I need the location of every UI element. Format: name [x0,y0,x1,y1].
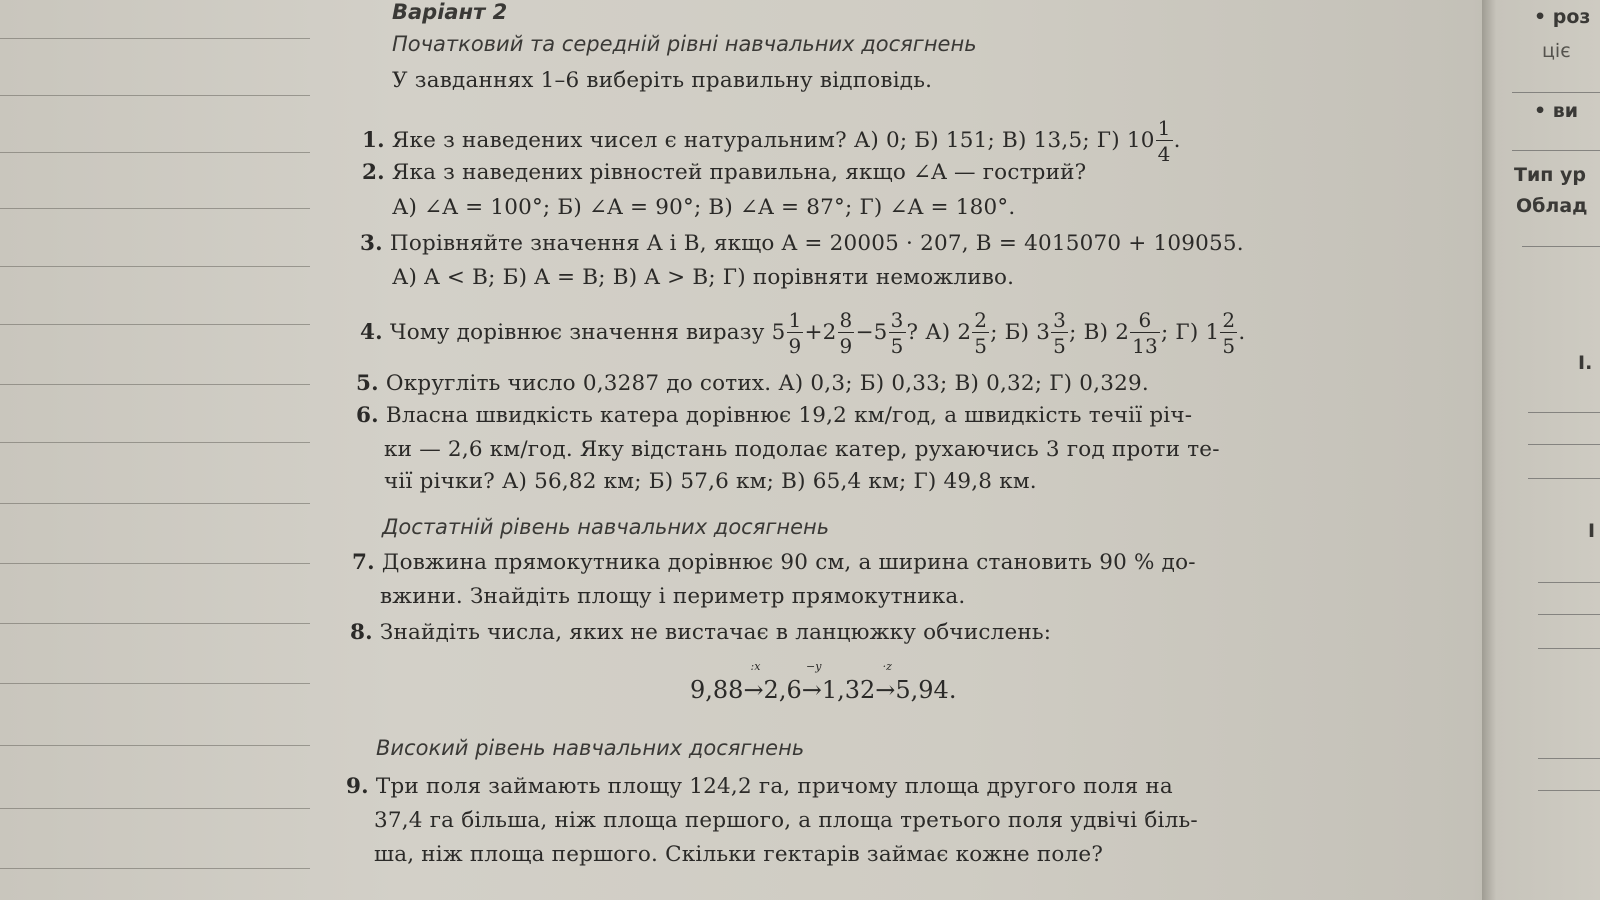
question-9-line2: 37,4 га більша, ніж площа першого, а площа третього поля удвічі біль- [374,808,1198,833]
adjacent-page-text: І [1588,520,1596,542]
question-text: Власна швидкість катера дорівнює 19,2 км/год, а швидкість течії річ- [385,403,1193,428]
question-9-line3: ша, ніж площа першого. Скільки гектарів займає кожне поле? [374,842,1104,867]
fraction: $\frac{3}{5}$ [1053,308,1067,358]
question-number: 4. [360,320,383,345]
question-7 [352,550,1196,576]
instructions: У завданнях 1–6 виберіть правильну відповідь. [392,68,933,93]
margin-rule [0,95,310,96]
adjacent-page-text: Тип ур [1514,164,1587,186]
adjacent-page-rule [1512,92,1600,93]
adjacent-page-rule [1538,582,1600,583]
adjacent-page-rule [1512,150,1600,151]
level-heading-sufficient: Достатній рівень навчальних досягнень [382,515,830,539]
question-number: 5. [356,371,379,396]
adjacent-page-text: • ви [1534,100,1579,122]
question-9 [346,774,1173,800]
question-text: Округліть число 0,3287 до сотих. А) 0,3; Б) 0,33; В) 0,32; Г) 0,329. [385,371,1149,396]
question-4: 4. Чому дорівнює значення виразу 5 $\frac{1}{9}$ +2 $\frac{8}{9}$ −5 $\frac{3}{5}$ ? А) 2 $\frac{2}{5}$ ; Б) 3 $\frac{3}{5}$ ; В) 2 $\frac{6}{13}$ ; Г) 1 $\frac{2}{5}$ . [360,308,1246,358]
fraction: $\frac{3}{5}$ [890,308,904,358]
margin-rule [0,38,310,39]
level-heading-high: Високий рівень навчальних досягнень [376,736,805,760]
question-6-line3: чії річки? А) 56,82 км; Б) 57,6 км; В) 65,4 км; Г) 49,8 км. [384,469,1037,494]
adjacent-page-text: Облад [1516,195,1588,217]
question-number: 2. [362,160,385,185]
calculation-chain: 9,88 :x →2,6 −y →1,32 ·z →5,94. [690,660,957,704]
margin-rule [0,868,310,869]
adjacent-page-rule [1528,444,1600,445]
arrow-icon: ·z → [875,660,896,704]
adjacent-page-rule [1528,478,1600,479]
fraction: $\frac{2}{5}$ [1222,308,1236,358]
question-3 [360,231,1244,257]
question-number: 3. [360,231,383,256]
question-2-answers: А) ∠A = 100°; Б) ∠A = 90°; В) ∠A = 87°; Г) ∠A = 180°. [392,195,1016,220]
margin-rule [0,266,310,267]
margin-rule [0,152,310,153]
fraction: $\frac{1}{9}$ [788,308,802,358]
margin-rule [0,745,310,746]
question-text: Знайдіть числа, яких не вистачає в ланцюжку обчислень: [379,620,1052,645]
fraction: $\frac{6}{13}$ [1132,308,1158,358]
level-heading-basic: Початковий та середній рівні навчальних досягнень [392,32,977,56]
fraction: $\frac{2}{5}$ [974,308,988,358]
arrow-icon: :x → [743,660,764,704]
question-text: Довжина прямокутника дорівнює 90 см, а ширина становить 90 % до- [381,550,1196,575]
adjacent-page-rule [1522,246,1600,247]
question-text: Яка з наведених рівностей правильна, якщо ∠A — гострий? [391,160,1087,185]
question-5 [356,371,1149,397]
adjacent-page-rule [1538,790,1600,791]
adjacent-page-text: ціє [1542,40,1571,62]
adjacent-page-text: І. [1578,352,1593,374]
fraction: $\frac{1}{4}$ [1157,116,1171,166]
question-3-answers: А) A < B; Б) A = B; В) A > B; Г) порівняти неможливо. [392,265,1015,290]
question-2 [362,160,1086,186]
margin-rule [0,808,310,809]
fraction: $\frac{8}{9}$ [839,308,853,358]
adjacent-page-rule [1528,412,1600,413]
adjacent-page-text: • роз [1534,6,1591,28]
margin-rule [0,563,310,564]
adjacent-page-rule [1538,614,1600,615]
adjacent-page [1482,0,1600,900]
margin-rule [0,683,310,684]
arrow-icon: −y → [801,660,822,704]
adjacent-page-rule [1538,648,1600,649]
margin-rule [0,208,310,209]
question-6-line2: ки — 2,6 км/год. Яку відстань подолає катер, рухаючись 3 год проти те- [384,437,1220,462]
margin-rule [0,503,310,504]
question-text: Три поля займають площу 124,2 га, причому площа другого поля на [375,774,1173,799]
margin-rule [0,384,310,385]
question-text: Порівняйте значення A і B, якщо A = 20005 · 207, B = 4015070 + 109055. [389,231,1244,256]
question-text: Яке з наведених чисел є натуральним? А) 0; Б) 151; В) 13,5; Г) 10 [391,128,1155,153]
question-7-line2: вжини. Знайдіть площу і периметр прямокутника. [380,584,966,609]
question-number: 9. [346,774,369,799]
margin-rule [0,623,310,624]
margin-rule [0,324,310,325]
question-6 [356,403,1192,429]
variant-title: Варіант 2 [392,0,508,24]
adjacent-page-rule [1538,758,1600,759]
question-number: 6. [356,403,379,428]
question-number: 7. [352,550,375,575]
margin-rule [0,442,310,443]
question-8 [350,620,1051,646]
question-1: 1. Яке з наведених чисел є натуральним? А) 0; Б) 151; В) 13,5; Г) 10 $\frac{1}{4}$ . [362,116,1181,166]
question-number: 1. [362,128,385,153]
question-number: 8. [350,620,373,645]
